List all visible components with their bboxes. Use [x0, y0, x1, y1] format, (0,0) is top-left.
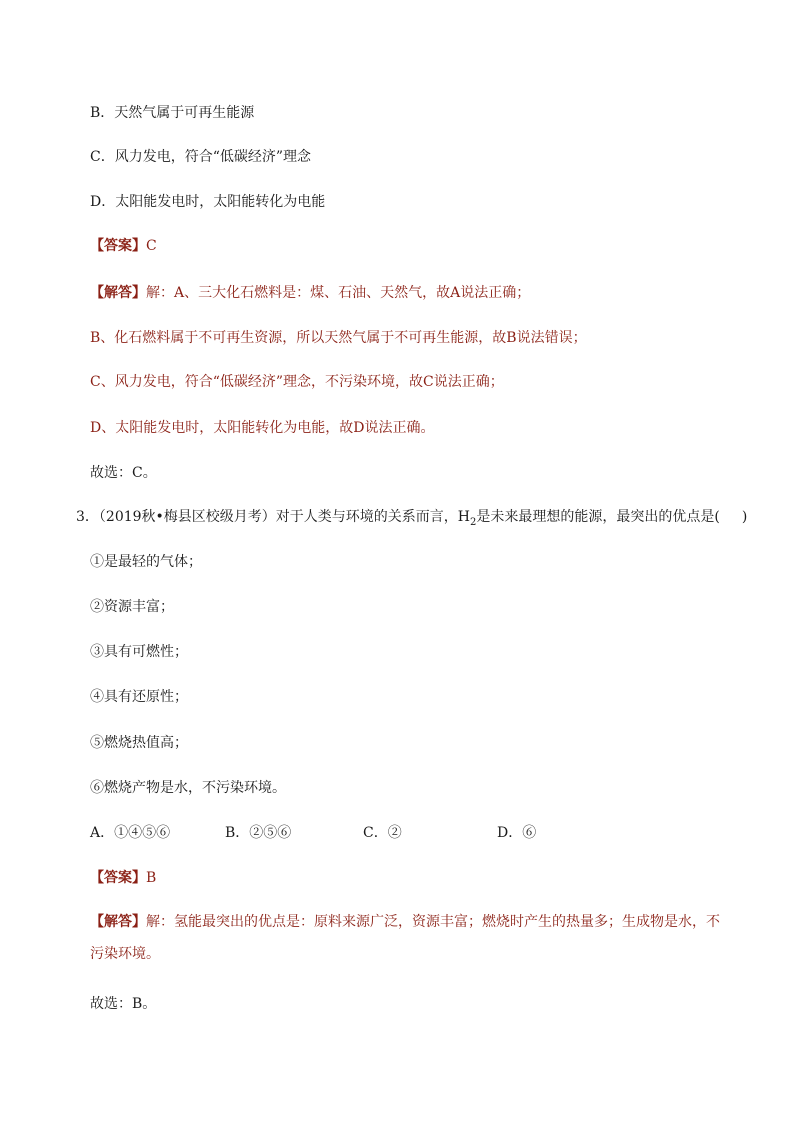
- answer-value: B: [146, 870, 157, 886]
- choice-b: B．②⑤⑥: [225, 825, 292, 841]
- conclusion: 故选：B。: [90, 996, 157, 1012]
- answer-line: [90, 236, 157, 256]
- analysis-paragraph: [90, 906, 730, 970]
- answer-line: [90, 868, 156, 888]
- choice-a: A．①④⑤⑥: [90, 825, 171, 841]
- stem-close: ): [741, 509, 748, 525]
- item-5: ⑤燃烧热值高；: [90, 735, 188, 751]
- choice-c: C．②: [363, 825, 402, 841]
- item-4: ④具有还原性；: [90, 689, 188, 705]
- item-3: ③具有可燃性；: [90, 644, 188, 660]
- stem-suffix: 是未来最理想的能源，最突出的优点是(: [476, 509, 720, 525]
- option-d: D．太阳能发电时，太阳能转化为电能: [90, 194, 326, 210]
- analysis-text: 解：氢能最突出的优点是：原料来源广泛，资源丰富；燃烧时产生的热量多；生成物是水，不污染环境。: [90, 914, 720, 962]
- answer-tag: 【答案】: [90, 870, 146, 886]
- analysis-tag: 【解答】: [90, 914, 146, 930]
- analysis-tag: 【解答】: [90, 285, 146, 301]
- analysis-line-1: [90, 283, 530, 303]
- answer-tag: 【答案】: [90, 238, 146, 254]
- item-2: ②资源丰富；: [90, 599, 174, 615]
- conclusion: 故选：C。: [90, 465, 157, 481]
- choice-d: D．⑥: [497, 825, 537, 841]
- answer-value: C: [146, 238, 157, 254]
- item-6: ⑥燃烧产物是水，不污染环境。: [90, 780, 286, 796]
- analysis-text: 解：A、三大化石燃料是：煤、石油、天然气，故A说法正确；: [146, 285, 531, 301]
- stem-subscript: 2: [470, 516, 477, 528]
- item-1: ①是最轻的气体；: [90, 554, 202, 570]
- analysis-line-3: C、风力发电，符合“低碳经济”理念，不污染环境，故C说法正确；: [90, 374, 504, 390]
- stem-prefix: 3．（2019秋•梅县区校级月考）对于人类与环境的关系而言，H: [76, 509, 471, 525]
- option-b: B．天然气属于可再生能源: [90, 105, 255, 121]
- analysis-line-2: B、化石燃料属于不可再生资源，所以天然气属于不可再生能源，故B说法错误；: [90, 330, 587, 346]
- analysis-line-4: D、太阳能发电时，太阳能转化为电能，故D说法正确。: [90, 420, 435, 436]
- option-c: C．风力发电，符合“低碳经济”理念: [90, 149, 312, 165]
- question-stem: [76, 507, 747, 533]
